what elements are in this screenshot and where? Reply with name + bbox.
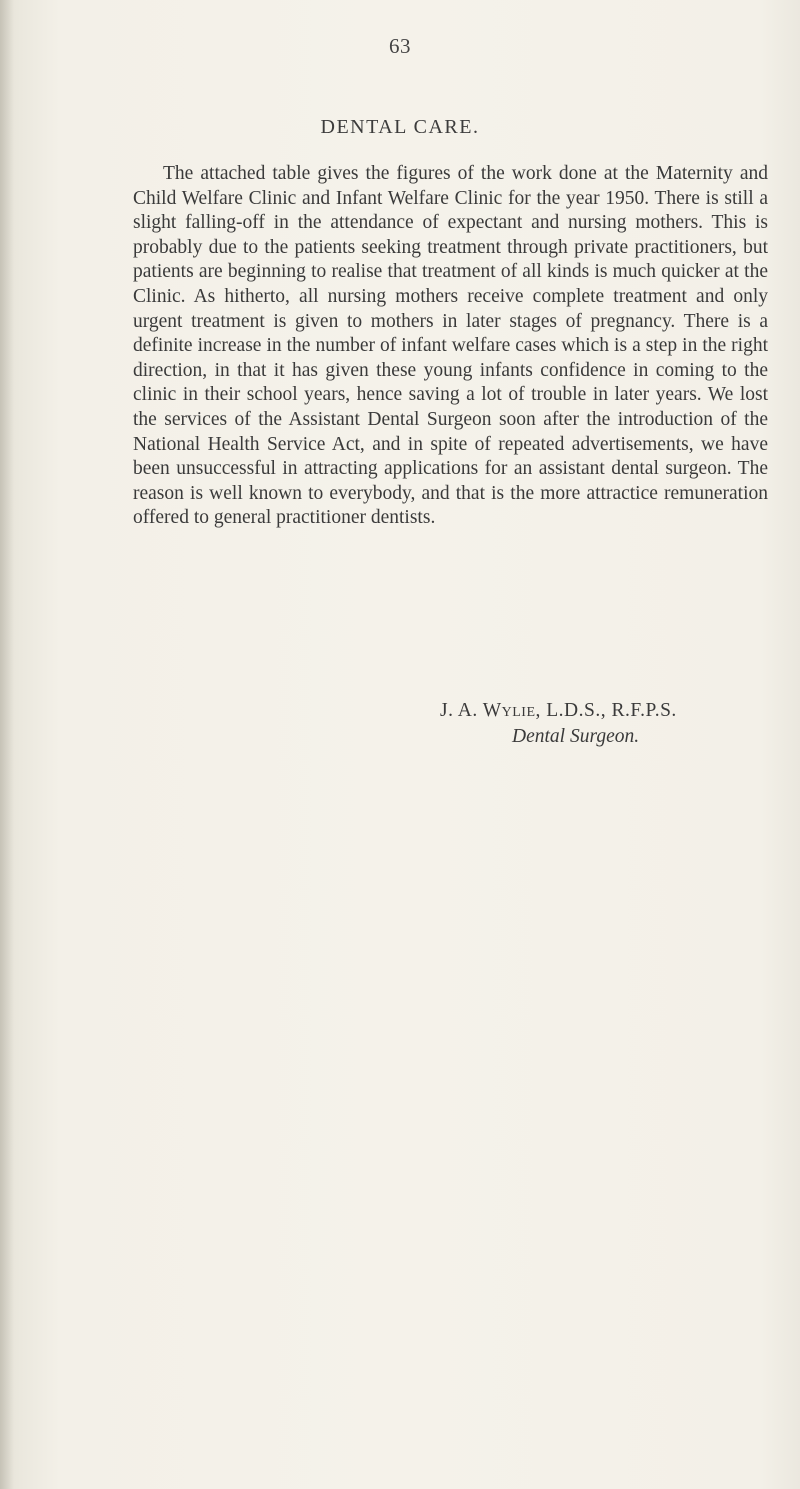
section-heading: DENTAL CARE. bbox=[320, 116, 480, 138]
body-paragraph: The attached table gives the figures of the work done at the Maternity and Child Welfare Clinic and Infant Welfare Clinic for the year 1950. There is still a slight falling-off in the attendance of expectant and nursing mothers. This is probably due to the patients seeking treatment through private practitioners, but patients are beginning to realise that treatment of all kinds is much quicker at the Clinic. As hitherto, all nursing mothers receive complete treatment and only urgent treatment is given to mothers in later stages of pregnancy. There is a definite increase in the number of infant welfare cases which is a step in the right direction, in that it has given these young infants confidence in coming to the clinic in their school years, hence saving a lot of trouble in later years. We lost the services of the Assistant Dental Surgeon soon after the introduction of the National Health Service Act, and in spite of repeated advertisements, we have been unsuccessful in attracting applications for an assistant dental surgeon. The reason is well known to everybody, and that is the more attractice remuneration offered to general practitioner dentists. bbox=[133, 163, 768, 529]
body-text bbox=[133, 162, 768, 531]
signature-block bbox=[440, 698, 780, 749]
page-number: 63 bbox=[389, 34, 411, 58]
signature-title: Dental Surgeon. bbox=[512, 726, 640, 747]
signature-name: J. A. Wylie, L.D.S., R.F.P.S. bbox=[440, 700, 677, 721]
binding-shadow bbox=[0, 0, 14, 1489]
